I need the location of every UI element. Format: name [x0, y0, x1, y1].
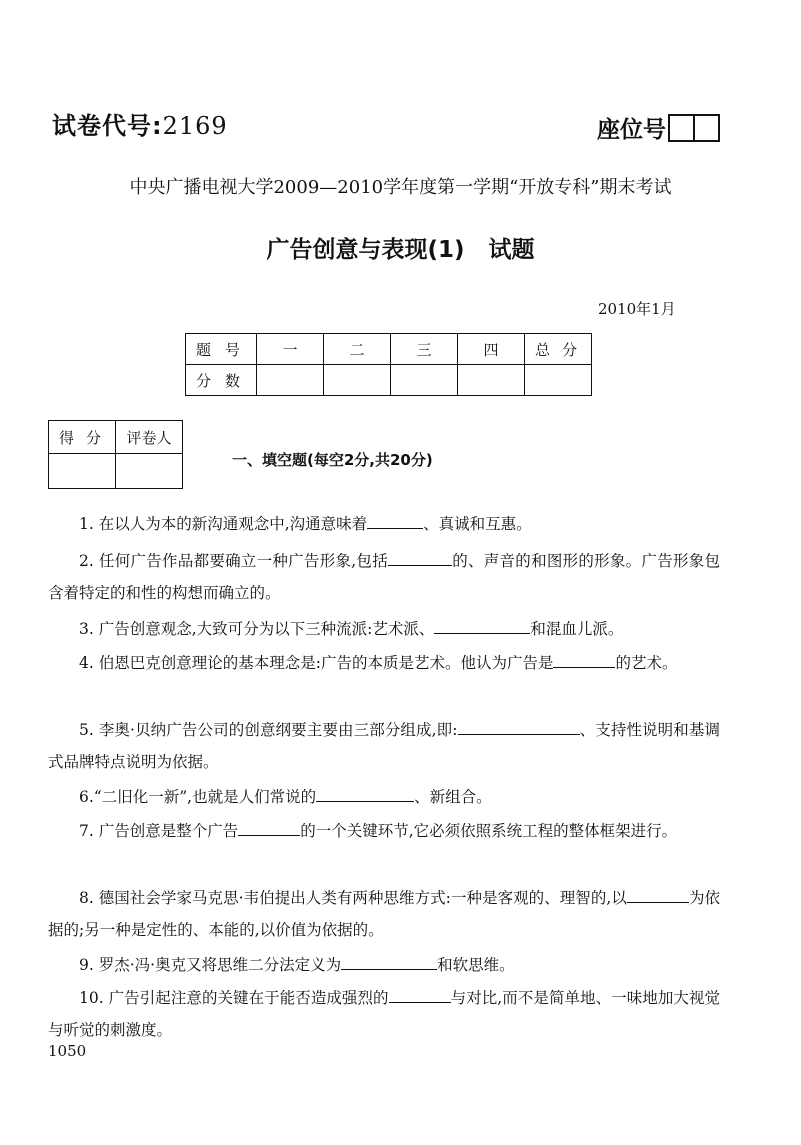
paper-title-suffix: 试题 [488, 237, 535, 263]
score-cell[interactable] [458, 365, 525, 396]
score-cell[interactable] [391, 365, 458, 396]
score-label: 分数 [186, 365, 257, 396]
score-table [185, 333, 592, 396]
question [48, 508, 720, 540]
answer-blank[interactable] [458, 719, 580, 735]
question [48, 613, 720, 645]
total-score-cell[interactable] [525, 365, 592, 396]
answer-blank[interactable] [388, 550, 452, 566]
question [48, 982, 720, 1046]
column-header: 二 [324, 334, 391, 365]
section-score-cell[interactable] [49, 454, 116, 489]
question [48, 714, 720, 778]
question-text: 7. 广告创意是整个广告 [79, 822, 239, 840]
question-text: 5. 李奥·贝纳广告公司的创意纲要主要由三部分组成,即: [79, 721, 458, 739]
question-text: 4. 伯恩巴克创意理论的基本理念是:广告的本质是艺术。他认为广告是 [79, 654, 554, 672]
question-text: 和混血儿派。 [530, 620, 624, 638]
question-text: 为依据的;另一种是定性的、本能的,以价值为依据的。 [48, 889, 720, 939]
institution-line: 中央广播电视大学2009—2010学年度第一学期“开放专科”期末考试 [129, 177, 672, 198]
question-number-label: 题号 [186, 334, 257, 365]
answer-blank[interactable] [367, 513, 423, 529]
question-text: 、真诚和互惠。 [423, 515, 532, 533]
question [48, 545, 720, 609]
answer-blank[interactable] [434, 618, 530, 634]
question-text: 的艺术。 [615, 654, 678, 672]
score-table-header-row [186, 334, 592, 365]
question-text: 8. 德国社会学家马克思·韦伯提出人类有两种思维方式:一种是客观的、理智的,以 [79, 889, 627, 907]
answer-blank[interactable] [316, 786, 414, 802]
question-text: 6.“二旧化一新”,也就是人们常说的 [79, 788, 317, 806]
question [48, 781, 720, 813]
total-score-label: 总分 [525, 334, 592, 365]
answer-blank[interactable] [389, 987, 451, 1003]
question-text: 与对比,而不是简单地、一味地加大视觉与听觉的刺激度。 [48, 989, 720, 1039]
exam-code-value: 2169 [162, 112, 228, 140]
question [48, 815, 720, 847]
question [48, 949, 720, 981]
score-header: 得分 [49, 421, 116, 454]
page-number: 1050 [48, 1042, 87, 1060]
seat-box [668, 114, 695, 142]
question-text: 和软思维。 [437, 956, 515, 974]
grader-table-body-row [49, 454, 183, 489]
question-text: 、支持性说明和基调式品牌特点说明为依据。 [48, 721, 720, 771]
answer-blank[interactable] [341, 954, 437, 970]
question-text: 2. 任何广告作品都要确立一种广告形象,包括 [79, 552, 388, 570]
score-table-score-row [186, 365, 592, 396]
answer-blank[interactable] [238, 820, 300, 836]
exam-code [52, 106, 228, 141]
question-text: 、新组合。 [414, 788, 492, 806]
question-text: 10. 广告引起注意的关键在于能否造成强烈的 [79, 989, 389, 1007]
question [48, 647, 720, 679]
grader-header: 评卷人 [116, 421, 183, 454]
column-header: 一 [257, 334, 324, 365]
question-text: 的、声音的和图形的形象。广告形象包含着特定的和性的构想而确立的。 [48, 552, 720, 602]
question-text: 的一个关键环节,它必须依照系统工程的整体框架进行。 [300, 822, 678, 840]
exam-code-label: 试卷代号 [52, 112, 152, 140]
column-header: 四 [458, 334, 525, 365]
grader-table-header-row [49, 421, 183, 454]
question-text: 9. 罗杰·冯·奥克又将思维二分法定义为 [79, 956, 342, 974]
exam-code-separator: : [152, 112, 163, 140]
score-cell[interactable] [324, 365, 391, 396]
column-header: 三 [391, 334, 458, 365]
question-text: 3. 广告创意观念,大致可分为以下三种流派:艺术派、 [79, 620, 435, 638]
question [48, 882, 720, 946]
seat-number-boxes [668, 114, 720, 142]
score-cell[interactable] [257, 365, 324, 396]
grader-table [48, 420, 183, 489]
grader-cell[interactable] [116, 454, 183, 489]
answer-blank[interactable] [553, 652, 615, 668]
exam-date: 2010年1月 [598, 300, 676, 318]
paper-title-main: 广告创意与表现(1) [266, 237, 465, 263]
answer-blank[interactable] [627, 887, 689, 903]
paper-title [0, 231, 801, 264]
seat-number-label: 座位号 [597, 117, 666, 143]
seat-number [597, 111, 720, 144]
seat-box [695, 114, 720, 142]
section-heading: 一、填空题(每空2分,共20分) [232, 451, 433, 469]
question-text: 1. 在以人为本的新沟通观念中,沟通意味着 [79, 515, 368, 533]
